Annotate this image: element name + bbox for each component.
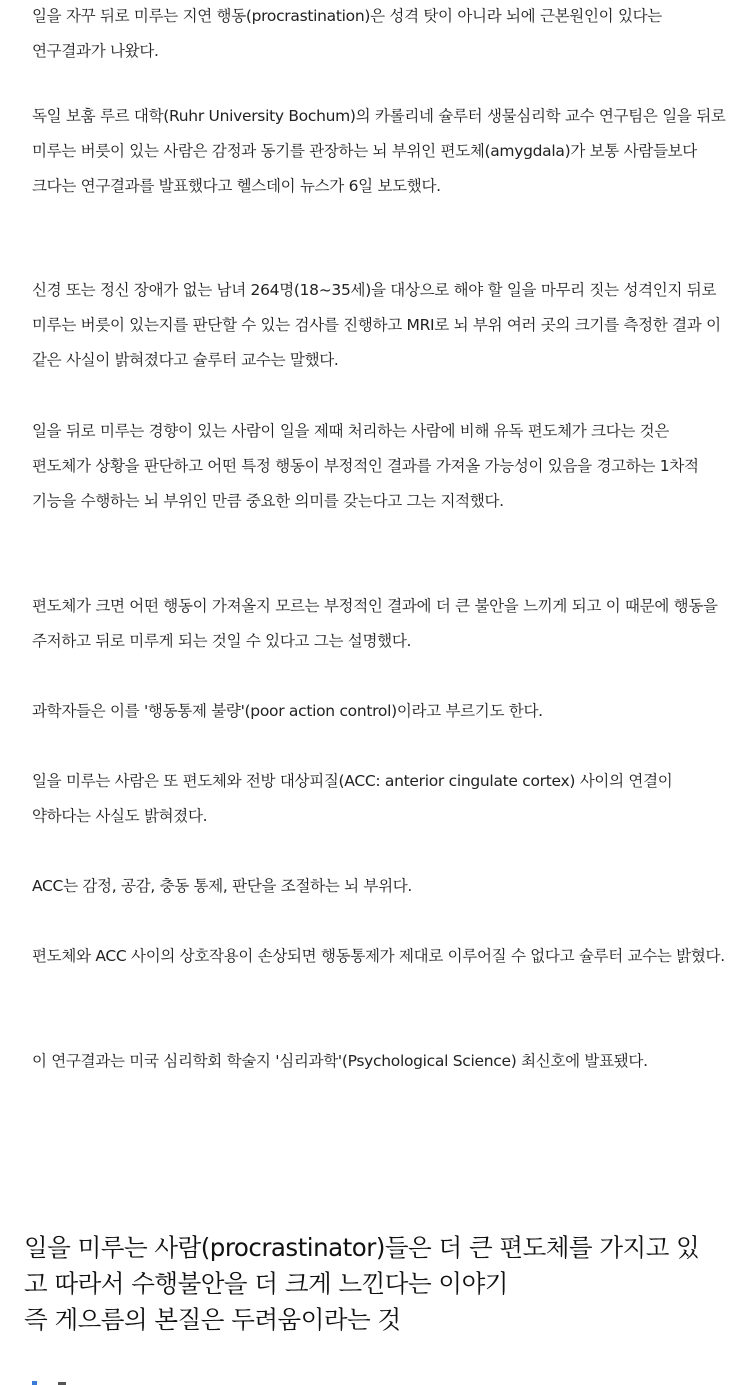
paragraph-intro: 일을 자꾸 뒤로 미루는 지연 행동(procrastination)은 성격 탓이 아니라 뇌에 근본원인이 있다는 연구결과가 나왔다. <box>32 7 662 60</box>
paragraph-acc-definition: ACC는 감정, 공감, 충동 통제, 판단을 조절하는 뇌 부위다. <box>32 877 413 895</box>
cropped-content-edge <box>30 1378 70 1385</box>
paragraph-amygdala-role: 일을 뒤로 미루는 경향이 있는 사람이 일을 제때 처리하는 사람에 비해 유독 편도체가 크다는 것은 편도체가 상황을 판단하고 어떤 특정 행동이 부정적인 결과를 가져올 가능성이 있음을 경고하는 1차적 기능을 수행하는 뇌 부위인 만큼 중요한 의미를 갖는다고 그는 지적했다. <box>32 422 699 510</box>
paragraph-acc-connection: 일을 미루는 사람은 또 편도체와 전방 대상피질(ACC: anterior cingulate cortex) 사이의 연결이 약하다는 사실도 밝혀졌다. <box>32 772 673 825</box>
summary-line: 즉 게으름의 본질은 두려움이라는 것 <box>24 1305 401 1334</box>
summary-line: 일을 미루는 사람(procrastinator)들은 더 큰 편도체를 가지고 있 <box>24 1233 700 1262</box>
paragraph-anxiety: 편도체가 크면 어떤 행동이 가져올지 모르는 부정적인 결과에 더 큰 불안을 느끼게 되고 이 때문에 행동을 주저하고 뒤로 미루게 되는 것일 수 있다고 그는 설명했다. <box>32 597 718 650</box>
paragraph-interaction: 편도체와 ACC 사이의 상호작용이 손상되면 행동통제가 제대로 이루어질 수 없다고 슐루터 교수는 밝혔다. <box>32 947 725 965</box>
paragraph-publication: 이 연구결과는 미국 심리학회 학술지 '심리과학'(Psychological Science) 최신호에 발표됐다. <box>32 1052 648 1070</box>
paragraph-method: 신경 또는 정신 장애가 없는 남녀 264명(18~35세)을 대상으로 해야 할 일을 마무리 짓는 성격인지 뒤로 미루는 버릇이 있는지를 판단할 수 있는 검사를 진행하고 MRI로 뇌 부위 여러 곳의 크기를 측정한 결과 이 같은 사실이 밝혀졌다고 슐루터 교수는 말했다. <box>32 281 721 369</box>
summary-comment <box>24 1230 736 1338</box>
summary-line: 고 따라서 수행불안을 더 크게 느낀다는 이야기 <box>24 1269 508 1298</box>
paragraph-poor-action-control: 과학자들은 이를 '행동통제 불량'(poor action control)이라고 부르기도 한다. <box>32 702 543 720</box>
accent-bar-icon <box>32 1381 37 1385</box>
paragraph-research-team: 독일 보훔 루르 대학(Ruhr University Bochum)의 카롤리네 슐루터 생물심리학 교수 연구팀은 일을 뒤로 미루는 버릇이 있는 사람은 감정과 동기를 관장하는 뇌 부위인 편도체(amygdala)가 보통 사람들보다 크다는 연구결과를 발표했다고 헬스데이 뉴스가 6일 보도했다. <box>32 107 726 195</box>
